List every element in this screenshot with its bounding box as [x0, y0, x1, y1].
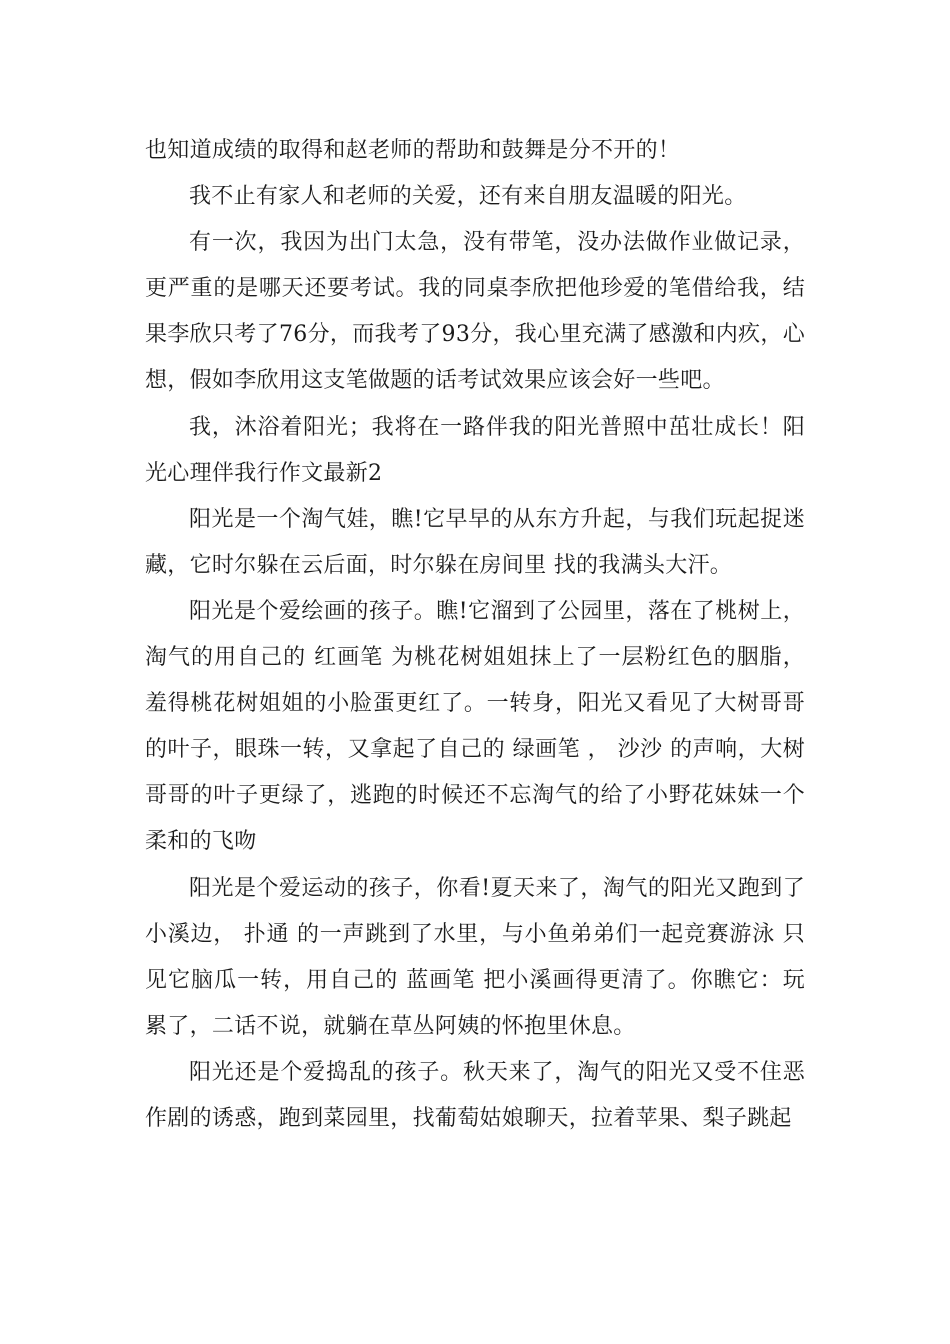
paragraph-7: 阳光是个爱运动的孩子，你看!夏天来了，淘气的阳光又跑到了小溪边， 扑通 的一声跳到了水里，与小鱼弟弟们一起竞赛游泳 只见它脑瓜一转，用自己的 蓝画笔 把小溪画得更清了。你瞧它：玩累了，二话不说，就躺在草丛阿姨的怀抱里休息。: [145, 875, 805, 1039]
paragraph-3: 有一次，我因为出门太急，没有带笔，没办法做作业做记录，更严重的是哪天还要考试。我的同桌李欣把他珍爱的笔借给我，结果李欣只考了76分，而我考了93分，我心里充满了感激和内疚，心想，假如李欣用这支笔做题的话考试效果应该会好一些吧。: [145, 230, 805, 394]
paragraph-6: 阳光是个爱绘画的孩子。瞧!它溜到了公园里，落在了桃树上，淘气的用自己的 红画笔 为桃花树姐姐抹上了一层粉红色的胭脂，羞得桃花树姐姐的小脸蛋更红了。一转身，阳光又看见了大树哥哥的叶子，眼珠一转，又拿起了自己的 绿画笔 ， 沙沙 的声响，大树哥哥的叶子更绿了，逃跑的时候还不忘淘气的给了小野花妹妹一个柔和的飞吻: [145, 598, 805, 855]
paragraph-1: 也知道成绩的取得和赵老师的帮助和鼓舞是分不开的！: [145, 138, 681, 163]
paragraph-5: 阳光是一个淘气娃，瞧!它早早的从东方升起，与我们玩起捉迷藏，它时尔躲在云后面，时尔躲在房间里 找的我满头大汗。: [145, 506, 805, 578]
document-body: [145, 128, 805, 1142]
paragraph-2: 我不止有家人和老师的关爱，还有来自朋友温暖的阳光。: [189, 184, 747, 210]
paragraph-8: 阳光还是个爱捣乱的孩子。秋天来了，淘气的阳光又受不住恶作剧的诱惑，跑到菜园里，找葡萄姑娘聊天，拉着苹果、梨子跳起: [145, 1059, 805, 1131]
paragraph-4: 我，沐浴着阳光；我将在一路伴我的阳光普照中茁壮成长！阳光心理伴我行作文最新2: [145, 414, 805, 486]
